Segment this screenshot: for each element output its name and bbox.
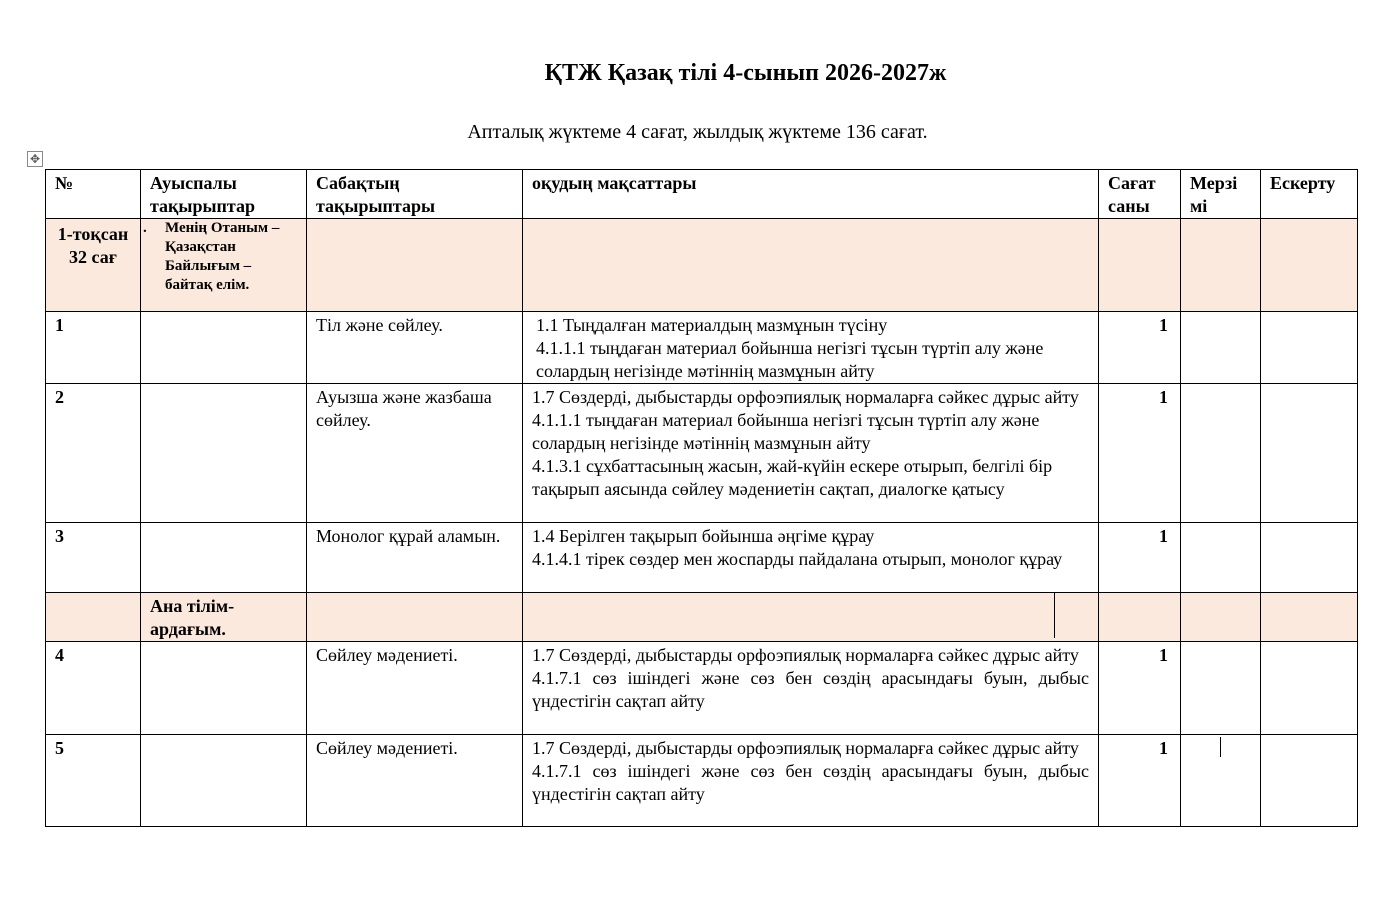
section-theme-text: Ана тілім-ардағым. — [141, 593, 307, 642]
document-subtitle: Апталық жүктеме 4 сағат, жылдық жүктеме 136 сағат. — [467, 121, 928, 143]
row-lesson: Ауызша және жазбаша сөйлеу. — [307, 384, 523, 523]
empty-cell — [1099, 219, 1181, 312]
table-row — [46, 523, 1358, 593]
row-hours: 1 — [1099, 312, 1181, 384]
row-num: 1 — [46, 312, 141, 384]
row-hours: 1 — [1099, 523, 1181, 593]
row-num: 5 — [46, 735, 141, 827]
header-objectives: оқудың мақсаттары — [523, 170, 1099, 219]
row-num: 2 — [46, 384, 141, 523]
row-hours: 1 — [1099, 642, 1181, 735]
empty-cell — [1181, 593, 1261, 642]
empty-cell — [307, 219, 523, 312]
objective-line: 1.1 Тыңдалған материалдың мазмұнын түсіну — [536, 315, 888, 335]
section-theme — [141, 219, 307, 312]
row-note[interactable] — [1261, 523, 1358, 593]
row-objectives — [523, 312, 1099, 384]
header-lesson: Сабақтың тақырыптары — [307, 170, 523, 219]
objective-line: 4.1.7.1 сөз ішіндегі және сөз бен сөздің арасындағы буын, дыбыс үндестігін сақтап айту — [532, 668, 1089, 711]
table-header-row — [46, 170, 1358, 219]
row-num: 3 — [46, 523, 141, 593]
empty-cell — [1099, 593, 1181, 642]
header-note: Ескерту — [1261, 170, 1358, 219]
row-date[interactable] — [1181, 312, 1261, 384]
empty-cell — [523, 593, 1099, 642]
row-lesson: Монолог құрай аламын. — [307, 523, 523, 593]
objective-line: 4.1.1.1 тыңдаған материал бойынша негізгі тұсын түртіп алу және солардың негізінде мәтіннің мазмұнын айту — [532, 410, 1040, 453]
table-row — [46, 312, 1358, 384]
objective-line: 1.4 Берілген тақырып бойынша әңгіме құрау — [532, 526, 875, 546]
text-cursor — [1220, 737, 1221, 757]
section-theme-text: Менің Отаным – Қазақстан Байлығым – байтақ елім. — [165, 220, 280, 293]
empty-cell — [1261, 219, 1358, 312]
section-row-theme — [46, 593, 1358, 642]
empty-cell — [523, 219, 1099, 312]
objective-line: 4.1.3.1 сұхбаттасының жасын, жай-күйін ескере отырып, белгілі бір тақырып аясында сөйлеу мәдениетін сақтап, диалогке қатысу — [532, 456, 1053, 499]
row-lesson: Сөйлеу мәдениеті. — [307, 642, 523, 735]
row-date[interactable] — [1181, 384, 1261, 523]
header-theme: Ауыспалы тақырыптар — [141, 170, 307, 219]
row-date[interactable] — [1181, 523, 1261, 593]
row-lesson: Тіл және сөйлеу. — [307, 312, 523, 384]
row-objectives — [523, 735, 1099, 827]
row-hours: 1 — [1099, 735, 1181, 827]
row-note[interactable] — [1261, 642, 1358, 735]
objective-line: 4.1.7.1 сөз ішіндегі және сөз бен сөздің арасындағы буын, дыбыс үндестігін сақтап айту — [532, 761, 1089, 804]
quarter-label: 1-тоқсан 32 сағ — [46, 219, 141, 312]
objective-line: 1.7 Сөздерді, дыбыстарды орфоэпиялық нормаларға сәйкес дұрыс айту — [532, 645, 1079, 665]
row-theme — [141, 735, 307, 827]
empty-cell — [307, 593, 523, 642]
objective-line: 1.7 Сөздерді, дыбыстарды орфоэпиялық нормаларға сәйкес дұрыс айту — [532, 387, 1079, 407]
row-note[interactable] — [1261, 312, 1358, 384]
empty-cell — [1181, 219, 1261, 312]
row-objectives — [523, 523, 1099, 593]
row-note[interactable] — [1261, 384, 1358, 523]
objective-line: 4.1.1.1 тыңдаған материал бойынша негізгі тұсын түртіп алу және солардың негізінде мәтіннің мазмұнын айту — [536, 338, 1044, 381]
table-row — [46, 735, 1358, 827]
objective-line: 4.1.4.1 тірек сөздер мен жоспарды пайдалана отырып, монолог құрау — [532, 549, 1063, 569]
row-theme — [141, 642, 307, 735]
section-row-quarter — [46, 219, 1358, 312]
row-theme — [141, 384, 307, 523]
section-bullet: . — [143, 220, 147, 236]
row-objectives — [523, 642, 1099, 735]
document-title: ҚТЖ Қазақ тілі 4-сынып 2026-2027ж — [544, 60, 947, 86]
header-date: Мерзі мі — [1181, 170, 1261, 219]
empty-cell — [1261, 593, 1358, 642]
table-row — [46, 384, 1358, 523]
header-hours: Сағат саны — [1099, 170, 1181, 219]
table-move-handle-icon[interactable]: ✥ — [27, 151, 43, 167]
row-date[interactable] — [1181, 735, 1261, 827]
objective-line: 1.7 Сөздерді, дыбыстарды орфоэпиялық нормаларға сәйкес дұрыс айту — [532, 738, 1079, 758]
row-date[interactable] — [1181, 642, 1261, 735]
row-theme — [141, 523, 307, 593]
row-theme — [141, 312, 307, 384]
row-hours: 1 — [1099, 384, 1181, 523]
row-lesson: Сөйлеу мәдениеті. — [307, 735, 523, 827]
table-row — [46, 642, 1358, 735]
row-num: 4 — [46, 642, 141, 735]
empty-cell — [46, 593, 141, 642]
row-objectives — [523, 384, 1099, 523]
header-num: № — [46, 170, 141, 219]
row-note[interactable] — [1261, 735, 1358, 827]
curriculum-table — [45, 169, 1358, 827]
